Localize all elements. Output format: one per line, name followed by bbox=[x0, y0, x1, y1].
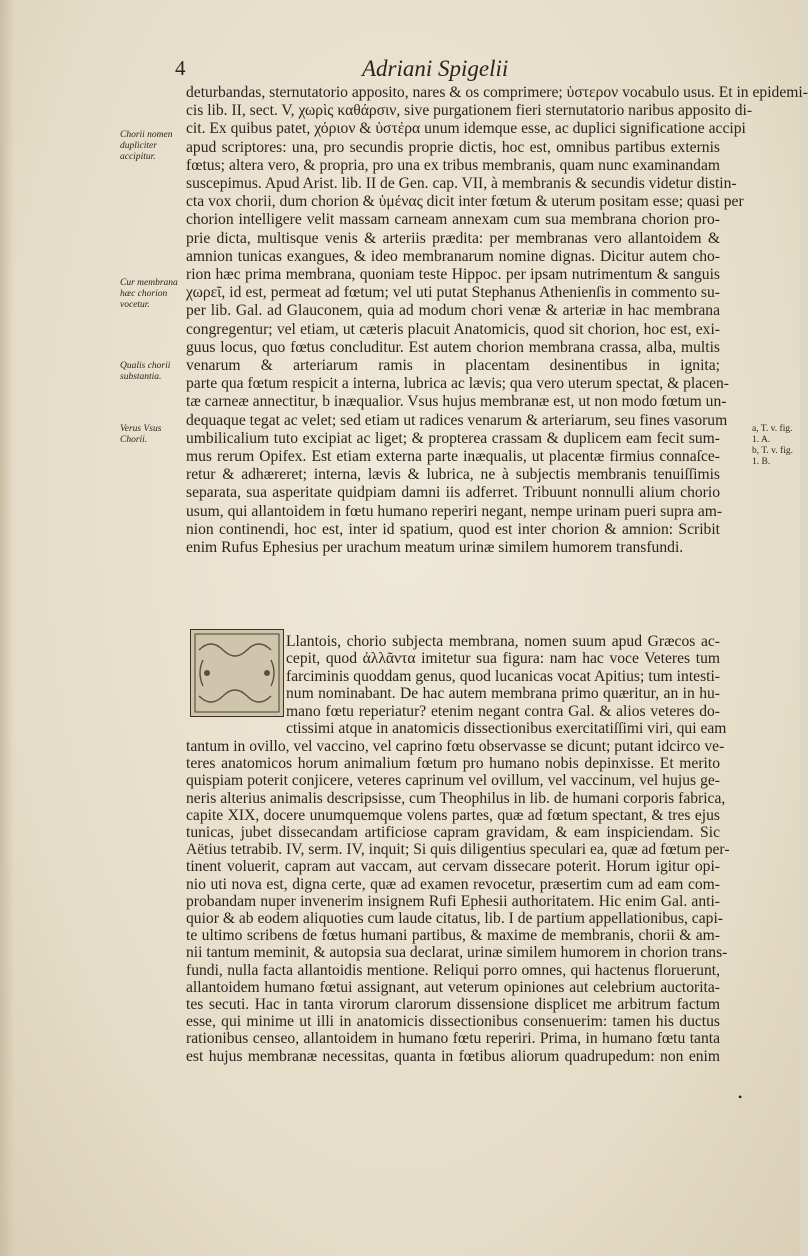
text-line: fundi, nulla facta allantoidis mentione. Reliqui porro omnes, qui hactenus floruerunt, bbox=[186, 961, 720, 979]
text-line: cepit, quod ἀλλᾶντα imitetur sua figura: nam hac voce Veteres tum bbox=[286, 650, 720, 668]
text-line: allantoidem humano fœtui assignant, aut veterum opiniones aut celebrium auctorita- bbox=[186, 978, 720, 996]
text-line: separata, sua asperitate quidpiam damni iis adferret. Tribuunt nonnulli alium chorio bbox=[186, 484, 720, 502]
text-line: tes secuti. Hac in tanta virorum clarorum dissensione displicet me arbitrum factum bbox=[186, 996, 720, 1013]
text-line: cis lib. II, sect. V, χωρὶς καθάρσιν, sive purgationem fieri sternutatorio naribus apposito di- bbox=[186, 102, 753, 120]
side-reference: a, T. v. fig. 1. A. bbox=[752, 424, 793, 445]
text-line: χωρεῖ, id est, permeat ad fœtum; vel uti putat Stephanus Athenienſis in commento su- bbox=[186, 284, 720, 302]
text-line: Llantois, chorio subjecta membrana, nomen suum apud Græcos ac- bbox=[286, 633, 720, 650]
text-line: usum, qui allantoidem in fœtu humano reperiri negant, nempe urinam pueri supra am- bbox=[186, 502, 723, 520]
drop-cap-letter bbox=[191, 630, 283, 716]
text-line: nio uti nova est, digna certe, quæ ad examen revocetur, præsertim cum ad eam com- bbox=[186, 875, 720, 893]
text-line: nii tantum meminit, & autopsia sua declarat, urinæ similem humorem in chorion trans- bbox=[186, 944, 728, 962]
text-line: teres anatomicos horum animalium fœtum pro humano nobis depinxisse. Et merito bbox=[186, 755, 720, 773]
text-line: neris alterius animalis descripsisse, cum Theophilus in lib. de humani corporis fabrica, bbox=[186, 789, 726, 807]
text-line: dequaque tegat ac velet; sed etiam ut radices venarum & arteriarum, seu fines vasorum bbox=[186, 411, 728, 429]
margin-note: Qualis chorii substantia. bbox=[120, 361, 171, 382]
text-line: quior & ab eodem aliquoties cum laude citatus, lib. I de partium appellationibus, capi- bbox=[186, 910, 723, 927]
text-line: umbilicalium tuto excipiat ac liget; & propterea crassam & duplicem eam fecit sum- bbox=[186, 429, 720, 447]
text-line: mus rerum Opifex. Est etiam externa parte inæqualis, ut placentæ firmius connaſce- bbox=[186, 448, 720, 465]
margin-note: Chorii nomen dupliciter accipitur. bbox=[120, 130, 173, 162]
text-line: est hujus membranæ necessitas, quanta in fœtibus aliorum quadrupedum: non enim bbox=[186, 1047, 720, 1065]
text-line: tunicas, jubet dissecandam artificiose capram gravidam, & eam inspiciendam. Sic bbox=[186, 824, 720, 841]
text-line: fœtus; altera vero, & propria, pro una ex tribus membranis, quam nunc examinandam bbox=[186, 156, 720, 174]
dot-mark-icon: • bbox=[738, 1090, 743, 1104]
text-line: num nominabant. De hac autem membrana primo quæritur, an in hu- bbox=[286, 685, 720, 703]
text-line: Aëtius tetrabib. IV, serm. IV, inquit; Si quis diligentius speculari ea, quæ ad fœtum per- bbox=[186, 841, 730, 859]
text-line: congregentur; vel etiam, ut cæteris placuit Anatomicis, quod sit chorion, hoc est, exi- bbox=[186, 320, 720, 338]
text-line: farciminis quoddam genus, quod lucanicas vocat Apitius; tum intesti- bbox=[286, 667, 720, 685]
text-line: nion continendi, hoc est, inter id spatium, quod est inter chorion & amnion: Scribit bbox=[186, 520, 720, 538]
text-line: tantum in ovillo, vel vaccino, vel caprino fœtu observasse se dicunt; putant idcirco ve- bbox=[186, 738, 725, 755]
text-line: enim Rufus Ephesius per urachum meatum urinæ similem humorem transfundi. bbox=[186, 539, 684, 556]
text-line: prie dicta, multisque venis & arteriis prædita: per membranas vero allantoidem & bbox=[186, 229, 720, 247]
text-line: parte qua fœtum respicit a interna, lubrica ac lævis; qua vero uterum spectat, & placen- bbox=[186, 375, 729, 393]
text-line: apud scriptores: una, pro secundis proprie dictis, hoc est, omnibus partibus externis bbox=[186, 138, 720, 156]
text-line: rationibus censeo, allantoidem in humano fœtu reperiri. Prima, in humano fœtu tanta bbox=[186, 1030, 720, 1048]
text-line: per lib. Gal. ad Glauconem, quia ad modum chori venæ & arteriæ in hac membrana bbox=[186, 302, 720, 320]
text-line: esse, qui minime ut illi in anatomicis dissectionibus consenuerim: tamen his ductus bbox=[186, 1013, 720, 1031]
running-head: Adriani Spigelii bbox=[362, 56, 509, 81]
text-line: venarum & arteriarum ramis in placentam desinentibus in ignita; bbox=[186, 357, 720, 374]
margin-note: Cur membrana hæc chorion vocetur. bbox=[120, 278, 178, 310]
side-reference: b, T. v. fig. 1. B. bbox=[752, 446, 793, 467]
text-line: chorion intelligere velit massam carneam annexam cum sua membrana chorion pro- bbox=[186, 211, 720, 229]
decorated-initial bbox=[190, 629, 284, 717]
text-line: tæ carneæ annectitur, b inæqualior. Vsus hujus membranæ est, ut non modo fœtum un- bbox=[186, 393, 727, 411]
text-line: ctissimi atque in anatomicis dissectionibus exercitatiſſimi viri, qui eam bbox=[286, 720, 727, 737]
text-line: rion hæc prima membrana, quoniam teste Hippoc. per ipsam nutrimentum & sanguis bbox=[186, 266, 720, 283]
text-line: probandam nuper invenerim insignem Rufi Ephesii authoritatem. Hic enim Gal. anti- bbox=[186, 892, 720, 910]
text-line: retur & adhæreret; interna, lævis & lubrica, ne à subjectis membranis tenuiſſimis bbox=[186, 466, 720, 484]
text-line: suscepimus. Apud Arist. lib. II de Gen. cap. VII, à membranis & secundis videtur distin- bbox=[186, 175, 737, 192]
text-line: amnion tunicas exangues, & ideo membranarum nomine dignas. Dicitur autem cho- bbox=[186, 247, 720, 265]
margin-note: Verus Vsus Chorii. bbox=[120, 424, 162, 445]
text-line: tinent voluerit, capram aut vaccam, aut cervam dissecare poterit. Horum igitur opi- bbox=[186, 858, 720, 876]
gutter-shadow bbox=[0, 0, 14, 1256]
text-line: guus locus, quo fœtus concluditur. Est autem chorion membrana crassa, alba, multis bbox=[186, 338, 720, 356]
text-line: cit. Ex quibus patet, χόριον & ὑστέρα unum idemque esse, ac duplici significatione accipi bbox=[186, 120, 746, 138]
page-number: 4 bbox=[175, 56, 186, 80]
text-line: cta vox chorii, dum chorion & ὑμένας dicit inter fœtum & uterum positam esse; quasi per bbox=[186, 193, 744, 211]
text-line: capite XIX, docere unumquemque volens partes, quæ ad fœtum spectant, & tres ejus bbox=[186, 806, 720, 824]
text-line: mano fœtu reperiatur? etenim negant contra Gal. & alios veteres do- bbox=[286, 702, 720, 720]
text-line: deturbandas, sternutatorio apposito, nares & os comprimere; ὑστερον vocabulo usus. Et in epidemi- bbox=[186, 84, 808, 101]
text-line: quispiam poterit conjicere, veteres caprinum vel ovillum, vel vaccinum, vel hujus ge- bbox=[186, 772, 720, 790]
text-line: te ultimo scribens de fœtus humani partibus, & maxime de membranis, chorii & am- bbox=[186, 927, 720, 945]
